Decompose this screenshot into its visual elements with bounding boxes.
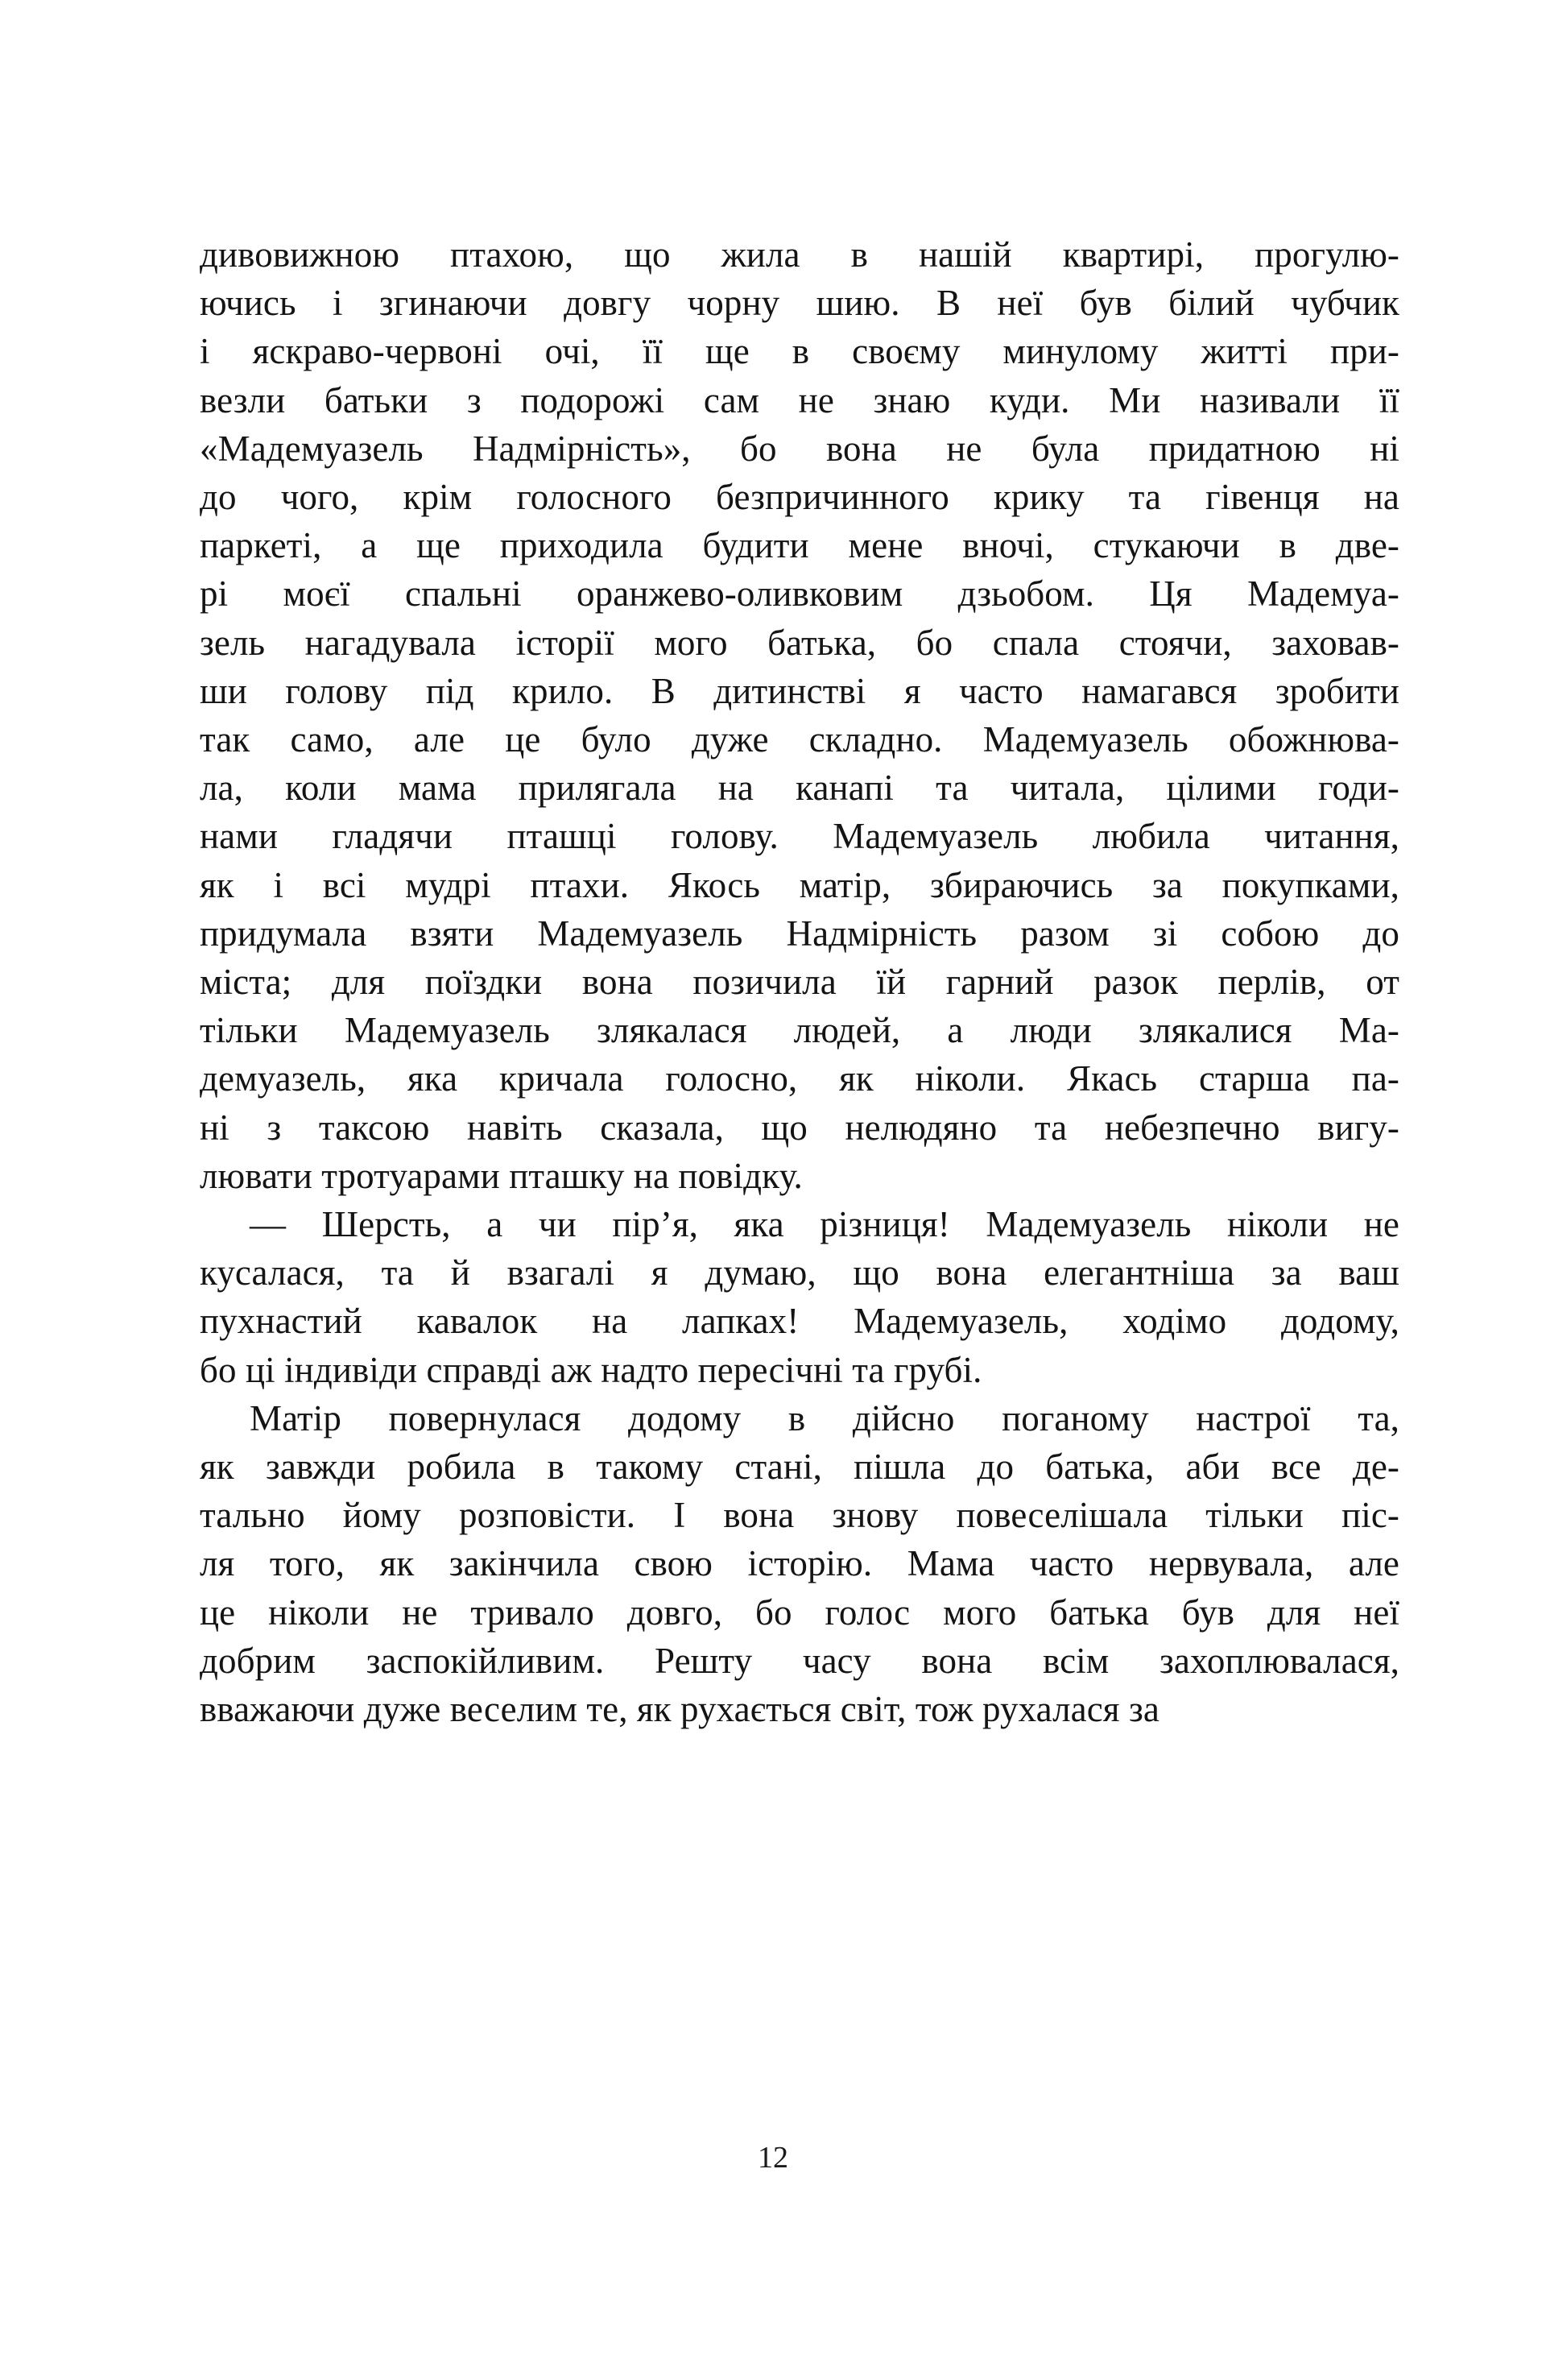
text-line: як і всі мудрі птахи. Якось матір, збираючись за покупками, — [200, 864, 1399, 905]
text-line: паркеті, а ще приходила будити мене вночі, стукаючи в две- — [200, 525, 1399, 566]
text-line: до чого, крім голосного безпричинного крику та гівенця на — [200, 477, 1399, 518]
text-line: везли батьки з подорожі сам не знаю куди. Ми називали її — [200, 379, 1399, 420]
text-line: тально йому розповісти. І вона знову повеселішала тільки піс- — [200, 1495, 1399, 1536]
text-line: демуазель, яка кричала голосно, як ніколи. Якась старша па- — [200, 1058, 1399, 1099]
page-number: 12 — [758, 2141, 788, 2175]
text-line: добрим заспокійливим. Решту часу вона всім захоплювалася, — [200, 1640, 1399, 1681]
text-line: ючись і згинаючи довгу чорну шию. В неї був білий чубчик — [200, 283, 1399, 324]
text-line: вважаючи дуже веселим те, як рухається світ, тож рухалася за — [200, 1689, 1160, 1730]
text-line: міста; для поїздки вона позичила їй гарний разок перлів, от — [200, 962, 1399, 1003]
text-line: ля того, як закінчила свою історію. Мама часто нервувала, але — [200, 1543, 1399, 1584]
text-line: — Шерсть, а чи пір’я, яка різниця! Мадемуазель ніколи не — [250, 1204, 1399, 1245]
body-paragraph-3 — [200, 1394, 1399, 1733]
text-line: зель нагадувала історії мого батька, бо спала стоячи, заховав- — [200, 622, 1399, 663]
text-line: придумала взяти Мадемуазель Надмірність разом зі собою до — [200, 913, 1399, 954]
text-line: нами гладячи пташці голову. Мадемуазель любила читання, — [200, 816, 1399, 857]
text-line: ши голову під крило. В дитинстві я часто намагався зробити — [200, 670, 1399, 711]
text-line: ла, коли мама прилягала на канапі та читала, цілими годи- — [200, 768, 1399, 809]
page-text-block — [200, 230, 1399, 1733]
text-line: «Мадемуазель Надмірність», бо вона не була придатною ні — [200, 428, 1399, 469]
text-line: пухнастий кавалок на лапках! Мадемуазель, ходімо додому, — [200, 1301, 1399, 1342]
text-line: так само, але це було дуже складно. Мадемуазель обожнюва- — [200, 719, 1399, 760]
text-line: кусалася, та й взагалі я думаю, що вона елегантніша за ваш — [200, 1252, 1399, 1293]
text-line: як завжди робила в такому стані, пішла до батька, аби все де- — [200, 1447, 1399, 1488]
text-line: бо ці індивіди справді аж надто пересічні та грубі. — [200, 1349, 982, 1390]
text-line: дивовижною птахою, що жила в нашій квартирі, прогулю- — [200, 234, 1399, 275]
text-line: і яскраво-червоні очі, її ще в своєму минулому житті при- — [200, 331, 1399, 372]
text-line: це ніколи не тривало довго, бо голос мого батька був для неї — [200, 1591, 1399, 1633]
text-line: Матір повернулася додому в дійсно поганому настрої та, — [250, 1397, 1399, 1438]
text-line: лювати тротуарами пташку на повідку. — [200, 1155, 803, 1196]
text-line: тільки Мадемуазель злякалася людей, а люди злякалися Ма- — [200, 1010, 1399, 1051]
body-paragraph-2 — [200, 1200, 1399, 1394]
text-line: рі моєї спальні оранжево-оливковим дзьобом. Ця Мадемуа- — [200, 573, 1399, 615]
text-line: ні з таксою навіть сказала, що нелюдяно та небезпечно вигу- — [200, 1107, 1399, 1148]
body-paragraph-1 — [200, 230, 1399, 1200]
